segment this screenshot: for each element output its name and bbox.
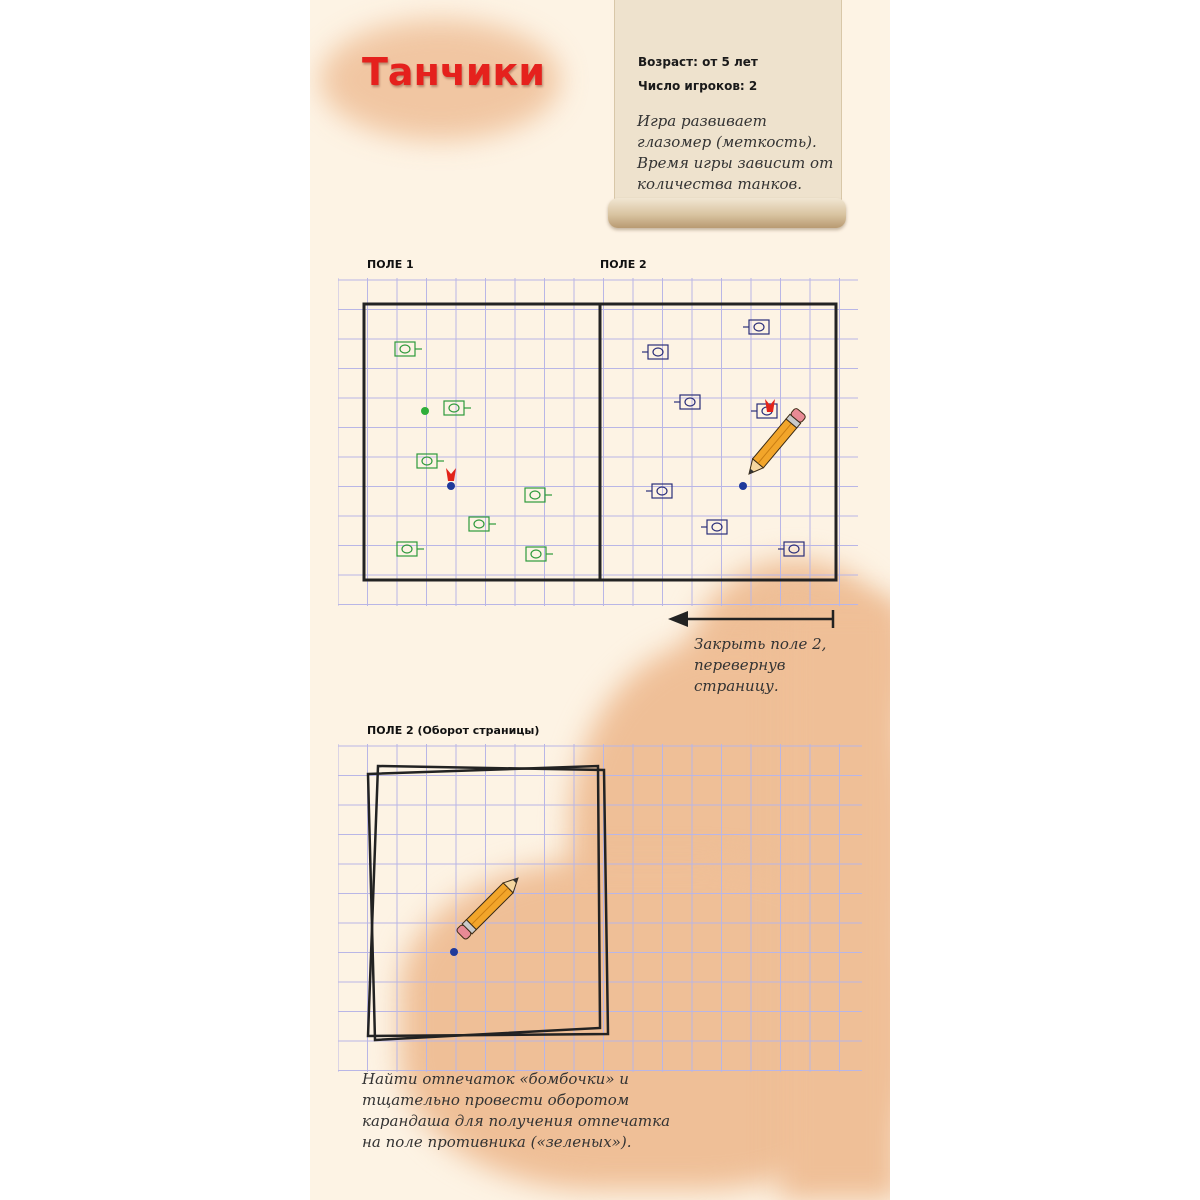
- tank-icon: [701, 520, 727, 534]
- tank-icon: [469, 517, 496, 531]
- tank-icon: [674, 395, 700, 409]
- hit-marker-icon: [446, 468, 456, 481]
- players-info: Число игроков: 2: [638, 79, 758, 93]
- bomb-dot: [450, 948, 458, 956]
- game-board-top: [338, 278, 862, 608]
- tank-icon: [778, 542, 804, 556]
- close-field-instruction: Закрыть поле 2, перевернув страницу.: [694, 635, 827, 695]
- arrow-left-icon: [660, 604, 840, 634]
- field-1-border: [364, 304, 600, 580]
- field-2-back-label: ПОЛЕ 2 (Оборот страницы): [367, 724, 540, 737]
- bomb-dot: [739, 482, 747, 490]
- find-print-instruction: Найти отпечаток «бомбочки» и тщательно провести оборотом карандаша для получения отпечатка на поле противника («зеленых»).: [362, 1070, 671, 1151]
- field-2-border: [600, 304, 836, 580]
- scroll-roll: [608, 198, 846, 228]
- game-description: Игра развивает глазомер (меткость). Время игры зависит от количества танков.: [637, 112, 834, 193]
- game-title: Танчики: [362, 50, 545, 94]
- hit-marker-icon: [765, 399, 775, 412]
- tank-icon: [444, 401, 471, 415]
- tank-icon: [395, 342, 422, 356]
- game-board-bottom: [338, 744, 866, 1074]
- green-dot: [421, 407, 429, 415]
- bomb-dot: [447, 482, 455, 490]
- tank-icon: [525, 488, 552, 502]
- tank-icon: [417, 454, 444, 468]
- tank-icon: [397, 542, 424, 556]
- pencil-icon: [456, 873, 523, 940]
- field-1-label: ПОЛЕ 1: [367, 258, 414, 271]
- tank-icon: [642, 345, 668, 359]
- tank-icon: [526, 547, 553, 561]
- age-info: Возраст: от 5 лет: [638, 55, 758, 69]
- field-2-label: ПОЛЕ 2: [600, 258, 647, 271]
- tank-icon: [743, 320, 769, 334]
